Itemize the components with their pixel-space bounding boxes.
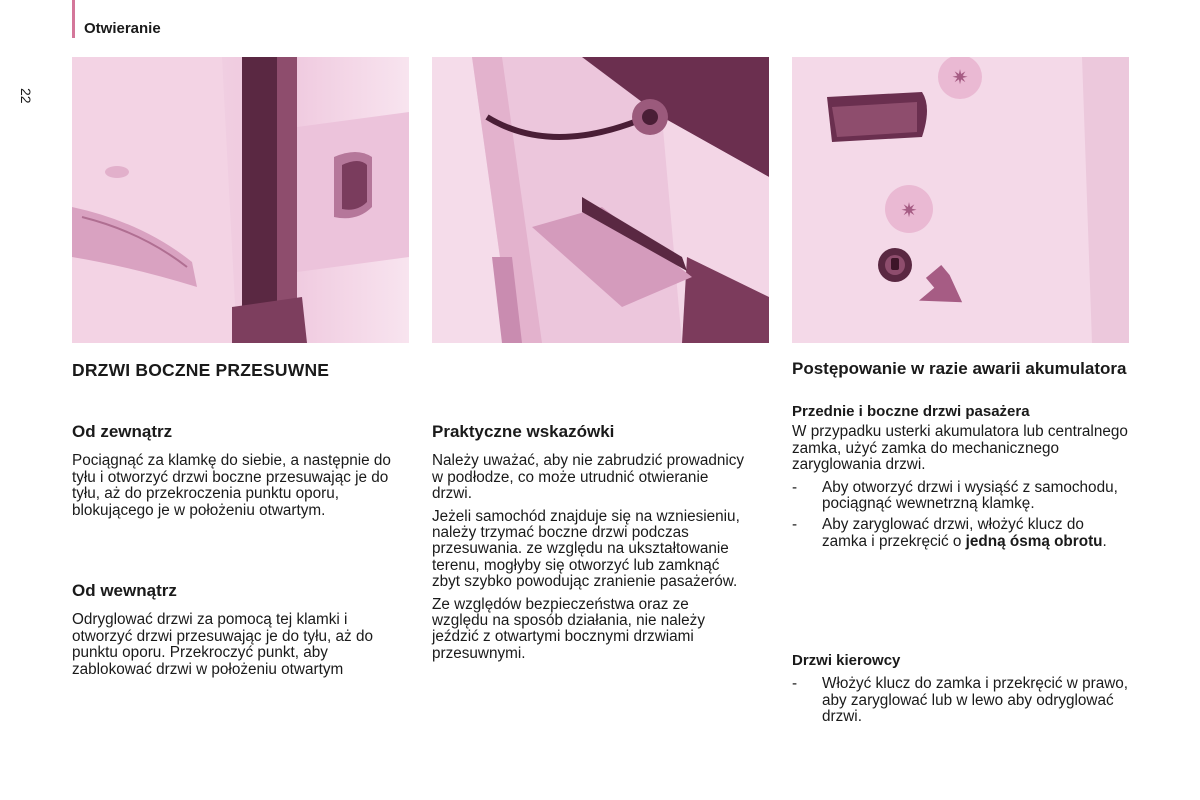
battery-failure-section bbox=[792, 360, 1132, 555]
inside-section bbox=[72, 583, 402, 684]
driver-door-section bbox=[792, 653, 1132, 731]
main-title: DRZWI BOCZNE PRZESUWNE bbox=[72, 360, 330, 380]
front-doors-text: W przypadku usterki akumulatora lub centralnego zamka, użyć zamka do mechanicznego zaryglowania drzwi. bbox=[792, 423, 1128, 474]
driver-door-heading: Drzwi kierowcy bbox=[792, 652, 901, 669]
tips-paragraph-1: Należy uważać, aby nie zabrudzić prowadnicy w podłodze, co może utrudnić otwieranie drzwi. bbox=[432, 452, 745, 503]
step-lock-end: . bbox=[1102, 532, 1107, 550]
outside-section bbox=[72, 424, 402, 525]
section-title: Otwieranie bbox=[84, 20, 161, 37]
tips-paragraph-3: Ze względów bezpieczeństwa oraz ze względu na sposób działania, nie należy jeździć z otwartymi bocznymi drzwiami przesuwnymi. bbox=[432, 595, 705, 662]
step-lock-text: Aby zaryglować drzwi, włożyć klucz do zamka i przekręcić o bbox=[822, 516, 1084, 550]
door-lock-key-arrow-illustration bbox=[792, 57, 1129, 343]
outside-text: Pociągnąć za klamkę do siebie, a następnie do tyłu i otworzyć drzwi boczne przesuwając je do tyłu, aż do przekroczenia punktu oporu, blokującego je w położeniu otwartym. bbox=[72, 452, 391, 519]
list-item bbox=[792, 517, 1132, 550]
driver-step-text: Włożyć klucz do zamka i przekręcić w prawo, aby zaryglować lub w lewo aby odryglować drzwi. bbox=[822, 675, 1129, 726]
front-doors-heading: Przednie i boczne drzwi pasażera bbox=[792, 403, 1030, 420]
step-lock-emphasis: jedną ósmą obrotu bbox=[965, 532, 1103, 550]
tips-paragraph-2: Jeżeli samochód znajduje się na wzniesieniu, należy trzymać boczne drzwi podczas przesuwania. ze względu na ukształtowanie terenu, mogłyby się otworzyć lub zamknąć zbyt szybko powodując zranienie pasażerów. bbox=[432, 507, 740, 591]
outside-heading: Od zewnątrz bbox=[72, 422, 173, 441]
svg-text:✷: ✷ bbox=[951, 67, 969, 89]
front-doors-steps bbox=[792, 480, 1132, 551]
practical-tips-heading: Praktyczne wskazówki bbox=[432, 422, 615, 441]
dash-marker: - bbox=[792, 478, 798, 496]
list-item bbox=[792, 676, 1132, 725]
driver-door-steps bbox=[792, 676, 1132, 725]
inside-heading: Od wewnątrz bbox=[72, 581, 177, 600]
practical-tips-section bbox=[432, 424, 747, 668]
svg-text:✷: ✷ bbox=[900, 200, 918, 222]
step-open-text: Aby otworzyć drzwi i wysiąść z samochodu, pociągnąć wewnetrzną klamkę. bbox=[822, 478, 1118, 513]
page-number: 22 bbox=[18, 88, 34, 104]
battery-failure-title: Postępowanie w razie awarii akumulatora bbox=[792, 359, 1127, 378]
sliding-door-handle-illustration bbox=[72, 57, 409, 343]
dash-marker: - bbox=[792, 516, 798, 534]
dash-marker: - bbox=[792, 675, 798, 693]
door-guide-rail-illustration bbox=[432, 57, 769, 343]
inside-text: Odryglować drzwi za pomocą tej klamki i otworzyć drzwi przesuwając je do tyłu, aż do punktu oporu. Przekroczyć punkt, aby zablokować drzwi w położeniu otwartym bbox=[72, 611, 373, 678]
header-accent-bar bbox=[72, 0, 75, 38]
list-item bbox=[792, 480, 1132, 513]
